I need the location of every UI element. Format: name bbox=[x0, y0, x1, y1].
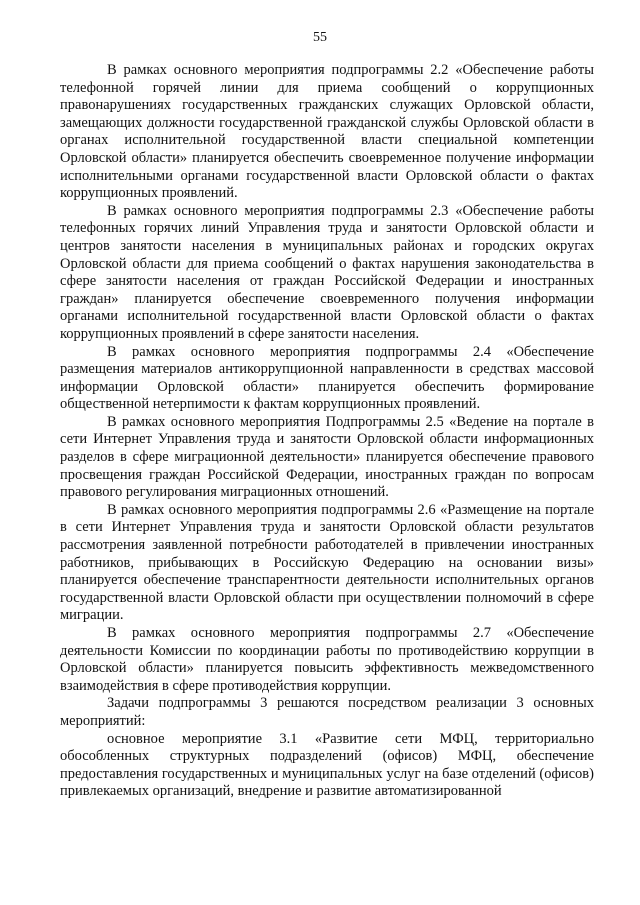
paragraph-2-5: В рамках основного мероприятия Подпрограммы 2.5 «Ведение на портале в сети Интернет Управления труда и занятости Орловской области информационных разделов в сфере миграционной деятельности» планируется обеспечение правового просвещения граждан Российской Федерации, иностранных граждан по вопросам правового регулирования миграционных отношений. bbox=[60, 413, 594, 501]
body-text bbox=[60, 62, 594, 801]
paragraph-measure-3-1: основное мероприятие 3.1 «Развитие сети МФЦ, территориально обособленных структурных подразделений (офисов) МФЦ, обеспечение предоставления государственных и муниципальных услуг на базе отделений (офисов) привлекаемых организаций, внедрение и развитие автоматизированной bbox=[60, 730, 594, 800]
paragraph-2-2: В рамках основного мероприятия подпрограммы 2.2 «Обеспечение работы телефонной горячей линии для приема сообщений о коррупционных правонарушениях государственных гражданских служащих Орловской области, замещающих должности государственной гражданской службы Орловской области в органах исполнительной государственной власти специальной компетенции Орловской области» планируется обеспечить своевременное получение информации исполнительными органами государственной власти Орловской области о фактах коррупционных проявлений. bbox=[60, 62, 594, 202]
page-number: 55 bbox=[313, 30, 327, 45]
paragraph-2-7: В рамках основного мероприятия подпрограммы 2.7 «Обеспечение деятельности Комиссии по координации работы по противодействию коррупции в Орловской области» планируется повысить эффективность межведомственного взаимодействия в сфере противодействия коррупции. bbox=[60, 625, 594, 694]
paragraph-2-6: В рамках основного мероприятия подпрограммы 2.6 «Размещение на портале в сети Интернет Управления труда и занятости Орловской области результатов рассмотрения заявленной потребности работодателей в привлечении иностранных работников, прибывающих в Российскую Федерацию на основании визы» планируется обеспечение транспарентности деятельности исполнительных органов государственной власти Орловской области при осуществлении полномочий в сфере миграции. bbox=[60, 501, 594, 624]
paragraph-2-4: В рамках основного мероприятия подпрограммы 2.4 «Обеспечение размещения материалов антикоррупционной направленности в средствах массовой информации Орловской области» планируется обеспечить формирование общественной нетерпимости к фактам коррупционных проявлений. bbox=[60, 343, 594, 413]
paragraph-2-3: В рамках основного мероприятия подпрограммы 2.3 «Обеспечение работы телефонных горячих линий Управления труда и занятости Орловской области и центров занятости населения в муниципальных районах и городских округах Орловской области для приема сообщений о фактах нарушения законодательства в сфере занятости населения от граждан Российской Федерации и иностранных граждан» планируется обеспечение своевременного получения информации органами исполнительной государственной власти Орловской области о фактах коррупционных проявлений в сфере занятости населения. bbox=[60, 202, 594, 342]
paragraph-subprogram-3-tasks: Задачи подпрограммы 3 решаются посредством реализации 3 основных мероприятий: bbox=[60, 695, 594, 729]
